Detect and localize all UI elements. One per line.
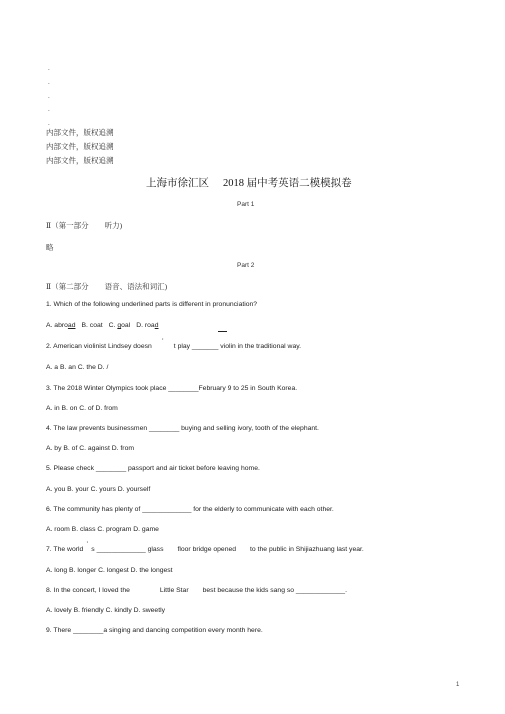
part-1-section-head: Ⅱ（第一部分 <box>46 221 89 230</box>
part-1-section-tail: 听力) <box>104 221 123 230</box>
question-5: 5. Please check ________ passport and air ticket before leaving home. <box>46 465 260 472</box>
question-4: 4. The law prevents businessmen ________ buying and selling ivory, tooth of the elephant. <box>46 425 319 432</box>
title-district: 上海市徐汇区 <box>146 178 209 189</box>
stray-underline <box>218 331 227 332</box>
part-2-section-head: Ⅱ（第二部分 <box>46 282 89 291</box>
page-title <box>146 175 352 190</box>
question-1: 1. Which of the following underlined parts is different in pronunciation? <box>46 301 258 308</box>
part-2-label: Part 2 <box>237 262 255 269</box>
question-8-options: A. lovely B. friendly C. kindly D. sweetly <box>46 607 165 614</box>
stray-dot: . <box>48 64 50 72</box>
title-exam: 2018 届中考英语二模模拟卷 <box>223 178 352 189</box>
part-1-section <box>46 220 122 231</box>
question-7-options: A. long B. longer C. longest D. the longest <box>46 567 173 574</box>
question-6: 6. The community has plenty of _____________ for the elderly to communicate with each other. <box>46 506 334 513</box>
part-2-section-tail: 语音、语法和词汇) <box>104 282 168 291</box>
stray-dot: . <box>48 119 50 127</box>
question-4-options: A. by B. of C. against D. from <box>46 445 135 452</box>
question-3-options: A. in B. on C. of D. from <box>46 405 118 412</box>
stray-dot: . <box>48 92 50 100</box>
part-1-content: 略 <box>46 243 54 252</box>
page-number: 1 <box>456 682 460 688</box>
question-3: 3. The 2018 Winter Olympics took place ________February 9 to 25 in South Korea. <box>46 385 298 392</box>
question-8: 8. In the concert, I loved the Little Star best because the kids sang so _____________. <box>46 587 347 594</box>
stray-dot: . <box>48 78 50 86</box>
question-2-options: A. a B. an C. the D. / <box>46 364 109 371</box>
copyright-notice: 内部文件，版权追溯 <box>46 142 114 151</box>
part-1-label: Part 1 <box>237 201 255 208</box>
question-2: 2. American violinist Lindsey doesn’t play _______ violin in the traditional way. <box>46 338 302 350</box>
part-2-section <box>46 281 167 292</box>
question-5-options: A. you B. your C. yours D. yourself <box>46 486 151 493</box>
question-6-options: A. room B. class C. program D. game <box>46 526 159 533</box>
copyright-notice: 内部文件，版权追溯 <box>46 156 114 165</box>
question-9: 9. There ________a singing and dancing competition every month here. <box>46 627 263 634</box>
question-7: 7. The world’s _____________ glass floor bridge opened to the public in Shijiazhuang last year. <box>46 541 364 553</box>
question-1-options: A. abroad B. coat C. goal D. road <box>46 322 159 329</box>
copyright-notice: 内部文件，版权追溯 <box>46 128 114 137</box>
stray-dot: . <box>48 105 50 113</box>
